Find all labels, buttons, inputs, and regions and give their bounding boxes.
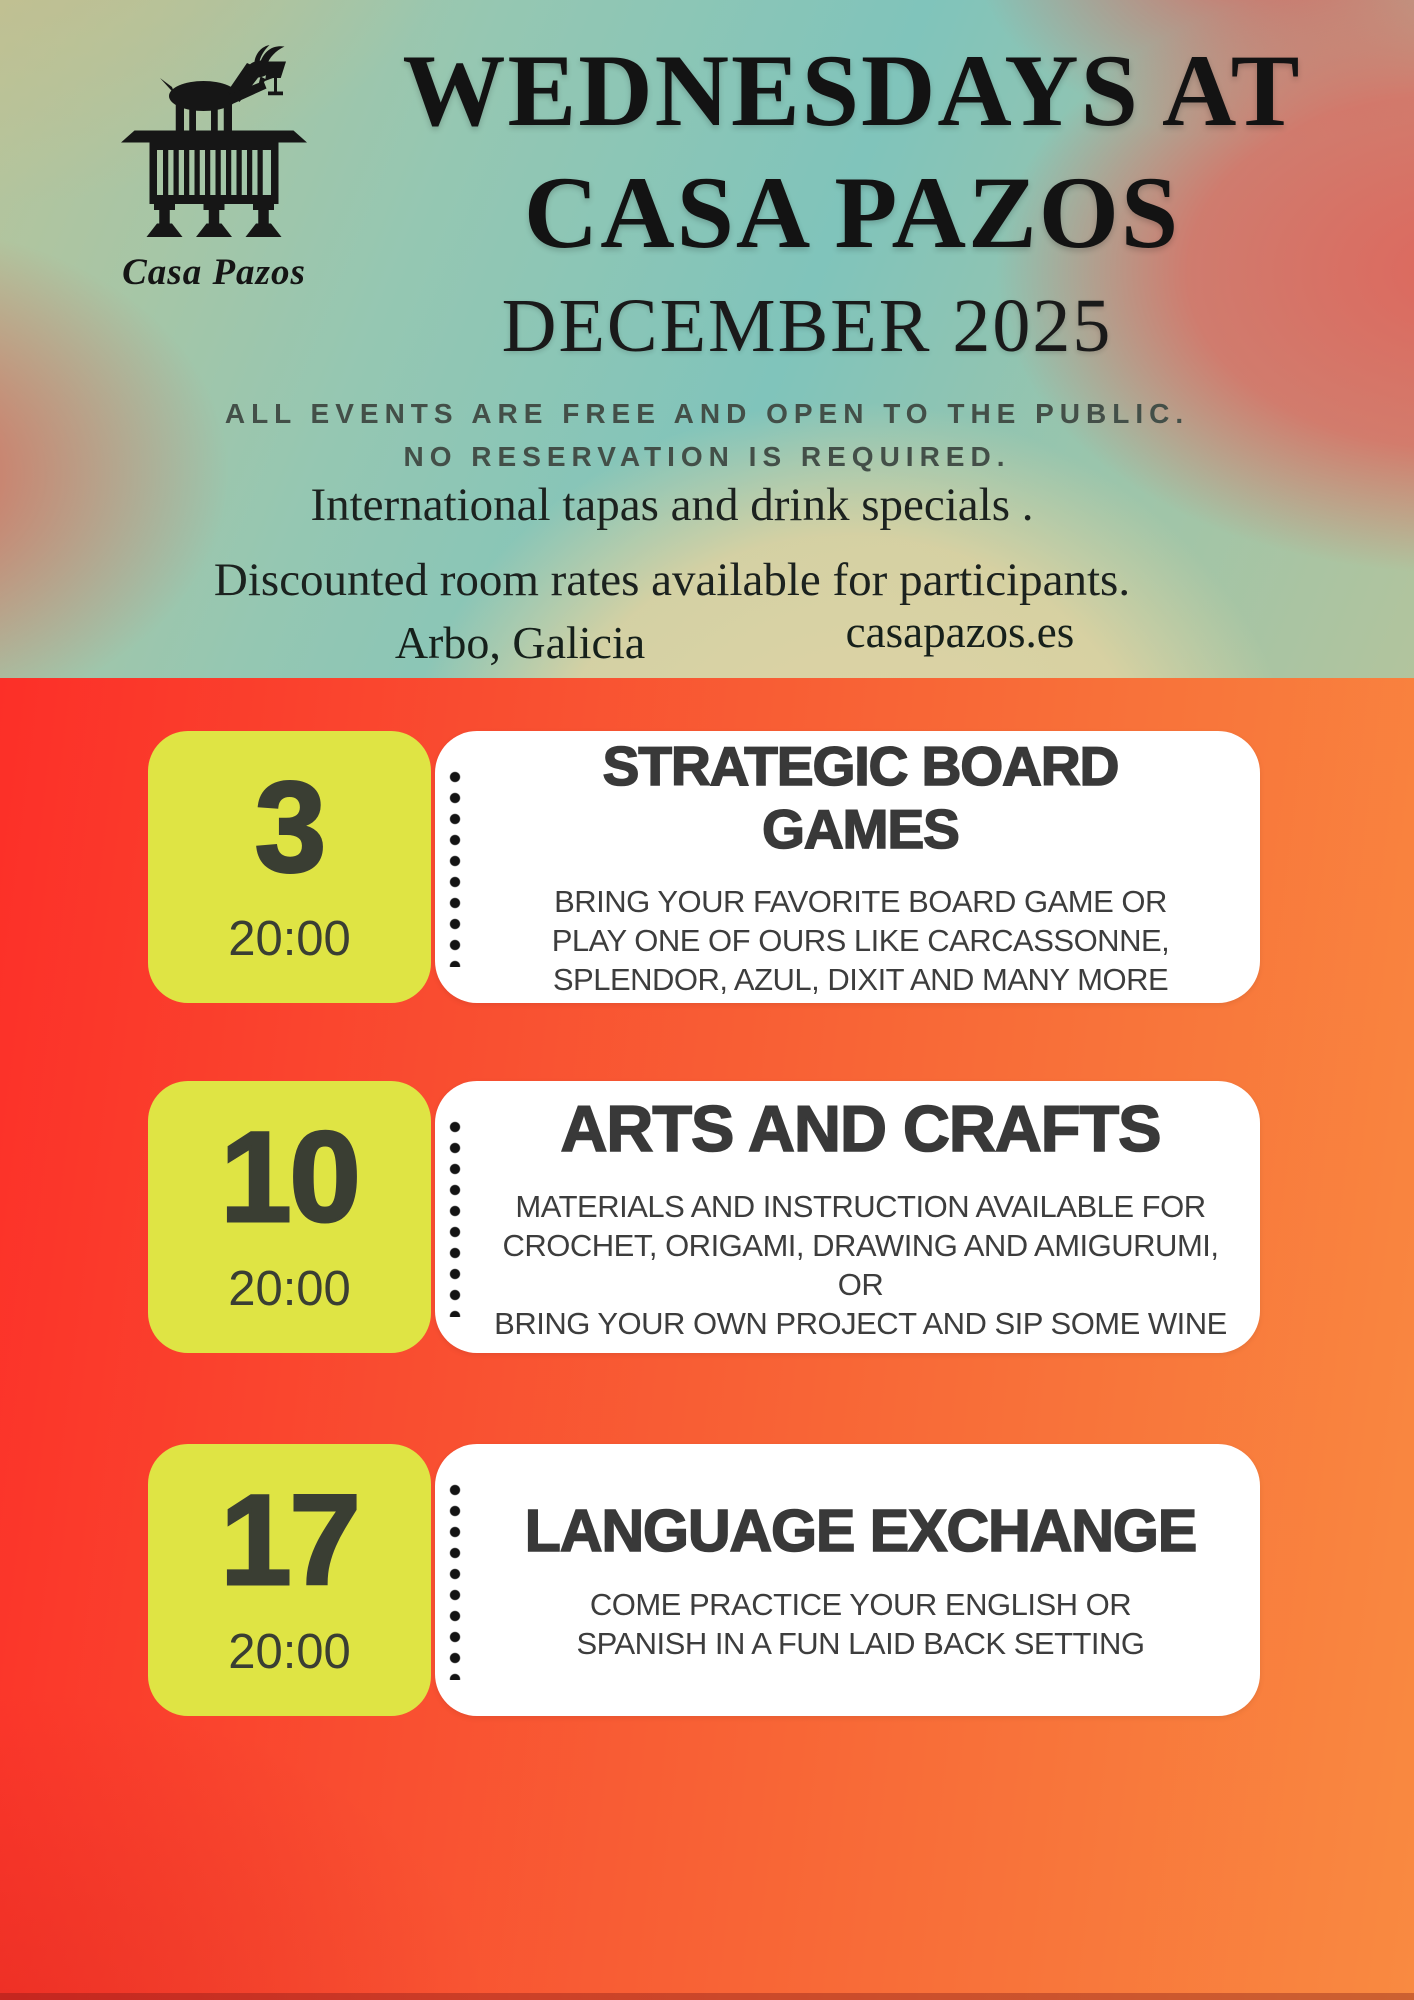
location-text: Arbo, Galicia — [394, 617, 646, 668]
perks-text — [0, 468, 1414, 618]
event-card — [435, 1444, 1260, 1716]
event-description — [576, 1585, 1144, 1663]
date-badge — [148, 731, 431, 1003]
event-title-line: STRATEGIC BOARD — [602, 734, 1119, 797]
event-desc-line: BRING YOUR OWN PROJECT AND SIP SOME WINE — [494, 1305, 1227, 1341]
event-description — [552, 882, 1170, 999]
perk-line1: International tapas and drink specials . — [310, 479, 1034, 531]
event-time: 20:00 — [228, 1261, 351, 1316]
event-title — [603, 735, 1119, 863]
date-badge — [148, 1444, 431, 1716]
event-desc-line: BRING YOUR FAVORITE BOARD GAME OR — [554, 884, 1167, 920]
event-desc-line: PLAY ONE OF OURS LIKE CARCASSONNE, — [551, 923, 1170, 959]
event-date: 17 — [220, 1469, 359, 1613]
notice-line1: ALL EVENTS ARE FREE AND OPEN TO THE PUBLIC. — [224, 398, 1190, 429]
event-date: 10 — [220, 1106, 359, 1250]
event-desc-line: SPLENDOR, AZUL, DIXIT AND MANY MORE — [552, 962, 1169, 998]
poster-header — [0, 0, 1414, 678]
event-title — [560, 1091, 1160, 1166]
event-time: 20:00 — [228, 1624, 351, 1679]
event-title — [525, 1497, 1196, 1565]
free-entry-notice — [0, 392, 1414, 479]
poster-title-line1: WEDNESDAYS AT — [402, 34, 1302, 148]
date-badge — [148, 1081, 431, 1353]
logo-caption: Casa Pazos — [122, 252, 306, 293]
notice-line2: NO RESERVATION IS REQUIRED. — [403, 441, 1011, 473]
events-section — [0, 678, 1414, 2000]
event-row-dec-10 — [148, 1081, 1260, 1353]
event-desc-line: CROCHET, ORIGAMI, DRAWING AND AMIGURUMI, OR — [502, 1227, 1219, 1302]
event-date: 3 — [254, 756, 325, 900]
event-row-dec-17 — [148, 1444, 1260, 1716]
event-desc-line: MATERIALS AND INSTRUCTION AVAILABLE FOR — [515, 1188, 1206, 1224]
event-title-line: GAMES — [762, 798, 959, 861]
dotted-divider — [449, 767, 461, 967]
event-title-line: ARTS AND CRAFTS — [560, 1092, 1161, 1166]
event-row-dec-3 — [148, 731, 1260, 1003]
event-desc-line: COME PRACTICE YOUR ENGLISH OR — [589, 1587, 1132, 1623]
event-time: 20:00 — [228, 911, 351, 966]
event-card — [435, 1081, 1260, 1353]
dotted-divider — [449, 1117, 461, 1317]
poster-subtitle-month: DECEMBER 2025 — [501, 284, 1113, 368]
event-card — [435, 731, 1260, 1003]
perk-line2: Discounted room rates available for participants. — [213, 554, 1131, 607]
dotted-divider — [449, 1480, 461, 1680]
goat-horreo-icon — [109, 24, 319, 249]
event-title-line: LANGUAGE EXCHANGE — [524, 1497, 1197, 1564]
casa-pazos-logo — [86, 24, 342, 294]
website-text: casapazos.es — [845, 607, 1075, 657]
poster-title-line2: CASA PAZOS — [523, 156, 1181, 270]
event-desc-line: SPANISH IN A FUN LAID BACK SETTING — [576, 1626, 1145, 1662]
event-description — [491, 1187, 1230, 1343]
